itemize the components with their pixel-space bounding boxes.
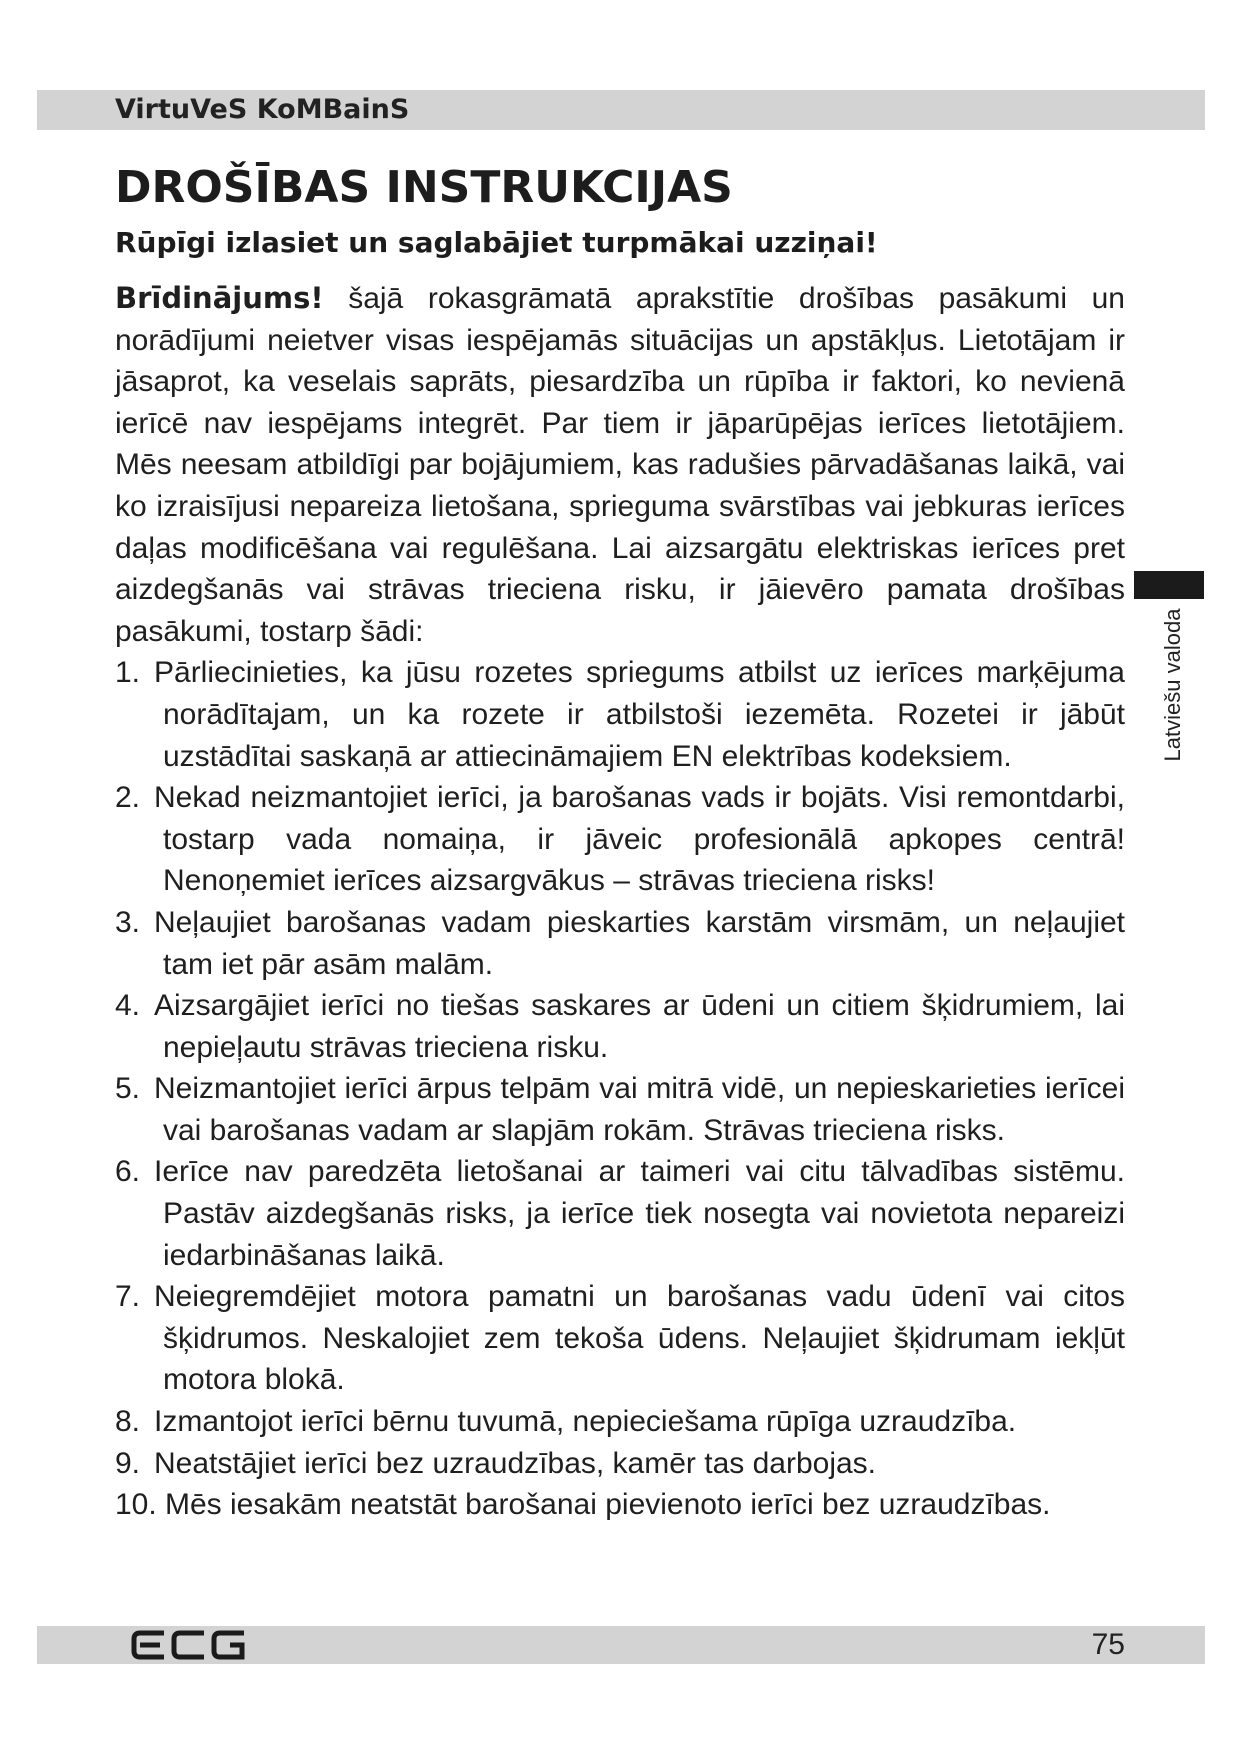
list-item [115,1151,1125,1276]
list-item [115,1401,1125,1443]
item-number: 2. [115,781,141,815]
list-item [115,902,1125,985]
item-number: 1. [115,656,141,690]
item-number: 6. [115,1155,141,1189]
item-text: Pārliecinieties, ka jūsu rozetes spriegums atbilst uz ierīces marķējuma norādītajam, un ka rozete ir atbilstoši iezemēta. Rozetei ir jābūt uzstādītai saskaņā ar attiecināmajiem EN elektrības kodeksiem. [154,656,1125,773]
content [115,278,1125,1526]
warning-label: Brīdinājums! [115,281,324,315]
item-text: Mēs iesakām neatstāt barošanai pievienoto ierīci bez uzraudzības. [165,1488,1051,1522]
item-text: Ierīce nav paredzēta lietošanai ar taimeri vai citu tālvadības sistēmu. Pastāv aizdegšanās risks, ja ierīce tiek nosegta vai novietota nepareizi iedarbināšanas laikā. [154,1155,1125,1272]
list-item [115,652,1125,777]
language-tab-marker [1134,571,1204,599]
header-bar [37,90,1205,130]
item-number: 4. [115,989,141,1023]
item-text: Neizmantojiet ierīci ārpus telpām vai mitrā vidē, un nepieskarieties ierīcei vai barošanas vadam ar slapjām rokām. Strāvas trieciena risks. [154,1072,1125,1147]
list-item [115,1443,1125,1485]
item-text: Neatstājiet ierīci bez uzraudzības, kamēr tas darbojas. [154,1446,877,1480]
item-text: Neļaujiet barošanas vadam pieskarties karstām virsmām, un neļaujiet tam iet pār asām malām. [154,905,1125,981]
page-subtitle: Rūpīgi izlasiet un saglabājiet turpmākai uzziņai! [115,226,878,259]
instruction-list [115,652,1125,1525]
intro-text: šajā rokasgrāmatā aprakstītie drošības pasākumi un norādījumi neietver visas iespējamās situācijas un apstākļus. Lietotājam ir jāsaprot, ka veselais saprāts, piesardzība un rūpība ir faktori, ko nevienā ierīcē nav iespējams integrēt. Par tiem ir jāparūpējas ierīces lietotājiem. Mēs neesam atbildīgi par bojājumiem, kas radušies pārvadāšanas laikā, vai ko izraisījusi nepareiza lietošana, sprieguma svārstības vai jebkuras ierīces daļas modificēšana vai regulēšana. Lai aizsargātu elektriskas ierīces pret aizdegšanās vai strāvas trieciena risku, ir jāievēro pamata drošības pasākumi, tostarp šādi: [115,282,1125,648]
intro-paragraph [115,278,1125,652]
list-item [115,1484,1125,1526]
list-item [115,1068,1125,1151]
item-number: 7. [115,1280,141,1314]
header-title: VirtuVeS KoMBainS [115,94,410,125]
list-item [115,1276,1125,1401]
language-tab-label: Latviešu valoda [1160,608,1185,762]
footer-bar [37,1626,1205,1664]
item-number: 5. [115,1072,141,1106]
item-text: Neiegremdējiet motora pamatni un barošanas vadu ūdenī vai citos šķidrumos. Neskalojiet zem tekoša ūdens. Neļaujiet šķidrumam iekļūt motora blokā. [154,1280,1125,1397]
item-number: 9. [115,1446,141,1480]
item-text: Aizsargājiet ierīci no tiešas saskares ar ūdeni un citiem šķidrumiem, lai nepieļautu strāvas trieciena risku. [154,989,1125,1064]
page-number: 75 [1091,1628,1125,1661]
page-title: DROŠĪBAS INSTRUKCIJAS [115,162,733,213]
item-text: Izmantojot ierīci bērnu tuvumā, nepieciešama rūpīga uzraudzība. [154,1405,1017,1439]
ecg-logo [130,1629,250,1661]
item-number: 10. [115,1488,157,1522]
item-number: 3. [115,905,141,939]
list-item [115,985,1125,1068]
list-item [115,777,1125,902]
item-text: Nekad neizmantojiet ierīci, ja barošanas vads ir bojāts. Visi remontdarbi, tostarp vada nomaiņa, ir jāveic profesionālā apkopes centrā! Nenoņemiet ierīces aizsargvākus – strāvas trieciena risks! [154,781,1125,898]
item-number: 8. [115,1405,141,1439]
